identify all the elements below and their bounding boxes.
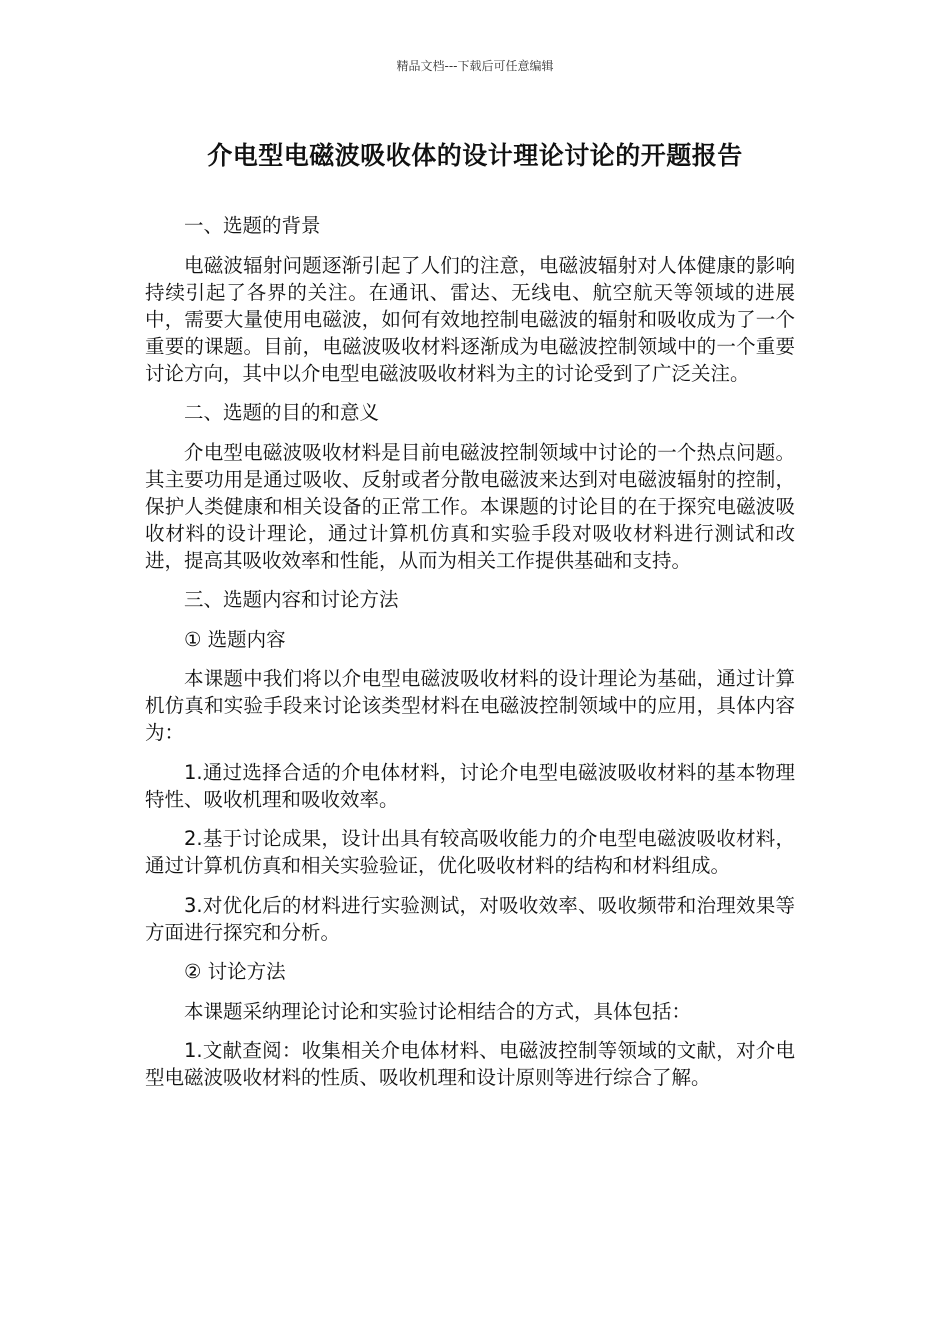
subsection-heading-content: ① 选题内容 [184, 627, 286, 651]
section-heading-content-method: 三、选题内容和讨论方法 [184, 588, 399, 611]
section-heading-purpose: 二、选题的目的和意义 [184, 401, 380, 424]
header-watermark: 精品文档---下载后可任意编辑 [396, 59, 554, 73]
list-item: 3.对优化后的材料进行实验测试，对吸收效率、吸收频带和治理效果等方面进行探究和分析。 [145, 893, 795, 944]
paragraph: 本课题中我们将以介电型电磁波吸收材料的设计理论为基础，通过计算机仿真和实验手段来讨论该类型材料在电磁波控制领域中的应用，具体内容为： [145, 667, 795, 744]
paragraph: 电磁波辐射问题逐渐引起了人们的注意，电磁波辐射对人体健康的影响持续引起了各界的关注。在通讯、雷达、无线电、航空航天等领域的进展中，需要大量使用电磁波，如何有效地控制电磁波的辐射和吸收成为了一个重要的课题。目前，电磁波吸收材料逐渐成为电磁波控制领域中的一个重要讨论方向，其中以介电型电磁波吸收材料为主的讨论受到了广泛关注。 [145, 253, 795, 385]
list-item: 1.文献查阅：收集相关介电体材料、电磁波控制等领域的文献，对介电型电磁波吸收材料的性质、吸收机理和设计原则等进行综合了解。 [145, 1039, 795, 1089]
list-item: 1.通过选择合适的介电体材料，讨论介电型电磁波吸收材料的基本物理特性、吸收机理和吸收效率。 [145, 760, 795, 811]
paragraph: 介电型电磁波吸收材料是目前电磁波控制领域中讨论的一个热点问题。其主要功用是通过吸收、反射或者分散电磁波来达到对电磁波辐射的控制，保护人类健康和相关设备的正常工作。本课题的讨论目的在于探究电磁波吸收材料的设计理论，通过计算机仿真和实验手段对吸收材料进行测试和改进，提高其吸收效率和性能，从而为相关工作提供基础和支持。 [145, 440, 795, 572]
section-heading-background: 一、选题的背景 [184, 214, 321, 237]
subsection-heading-method: ② 讨论方法 [184, 960, 286, 983]
document-body [145, 212, 795, 1104]
paragraph: 本课题采纳理论讨论和实验讨论相结合的方式，具体包括： [184, 999, 692, 1023]
document-title: 介电型电磁波吸收体的设计理论讨论的开题报告 [207, 141, 743, 170]
list-item: 2.基于讨论成果，设计出具有较高吸收能力的介电型电磁波吸收材料，通过计算机仿真和相关实验验证，优化吸收材料的结构和材料组成。 [145, 827, 795, 877]
